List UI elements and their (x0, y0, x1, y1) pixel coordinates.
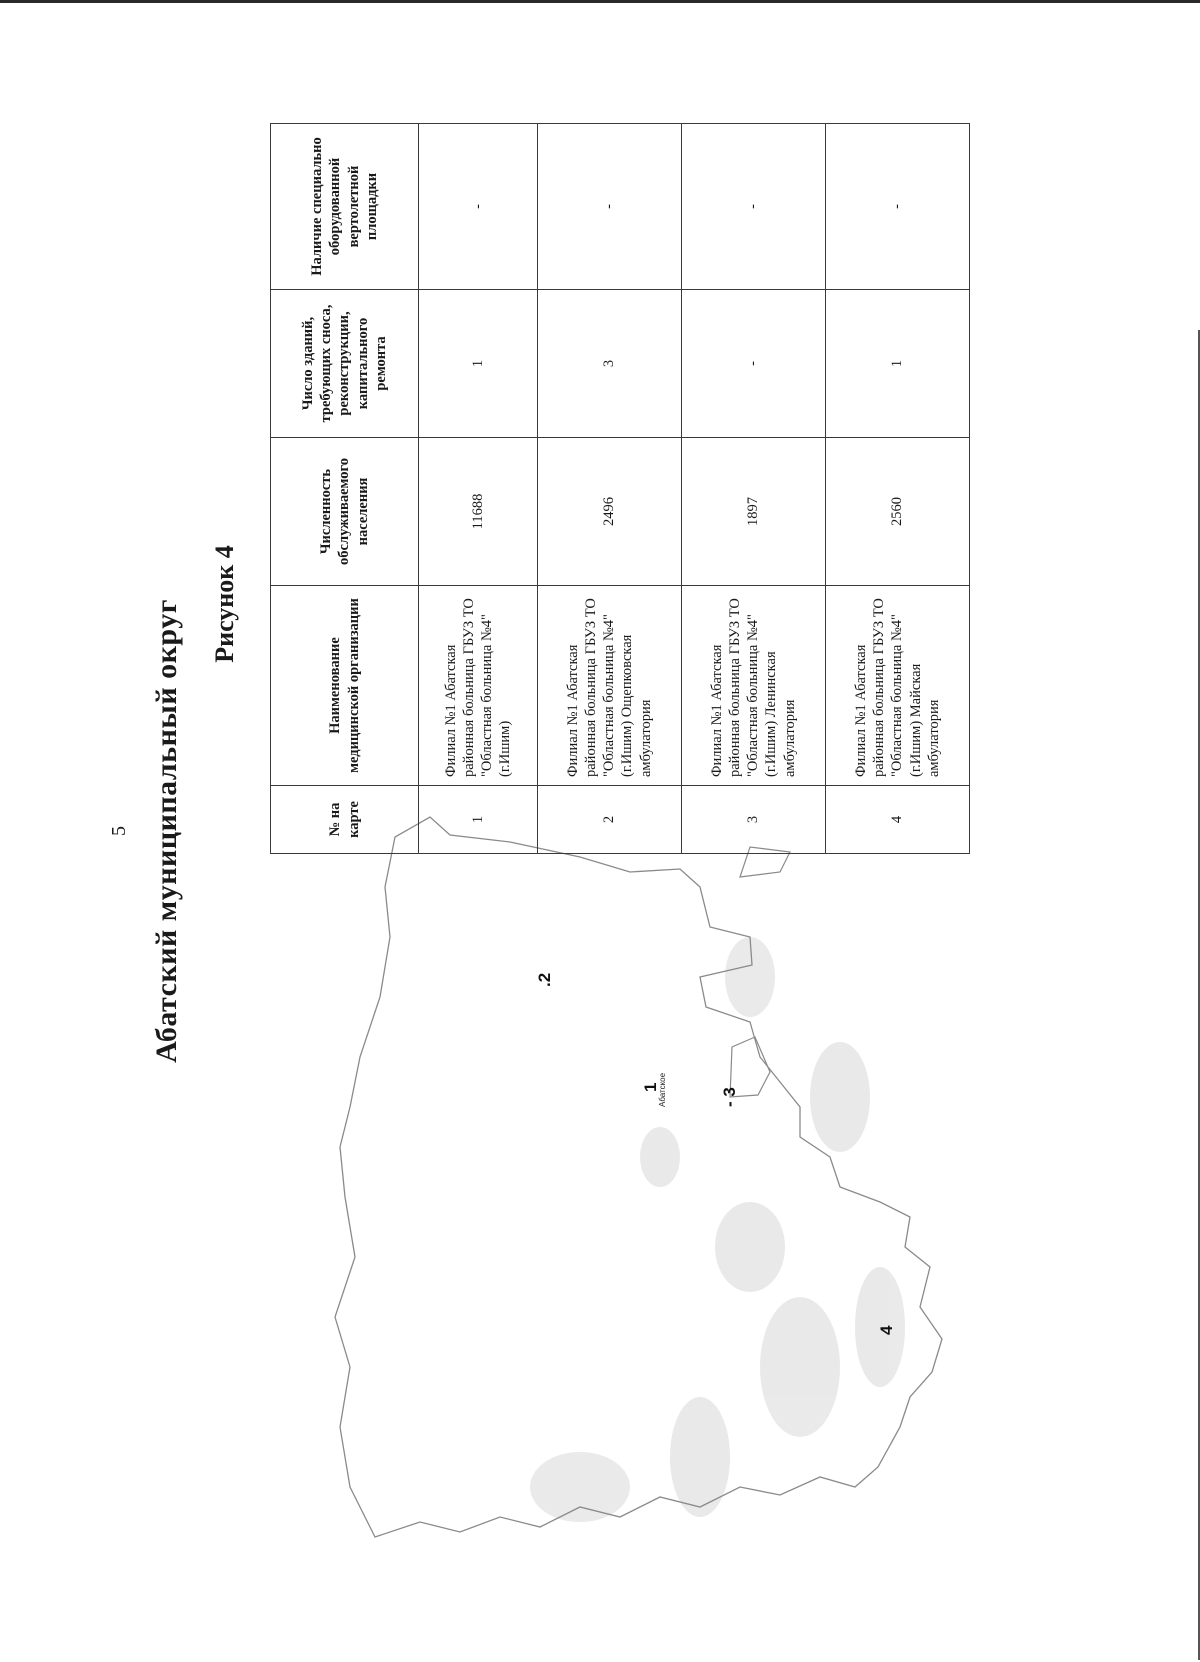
cell-population: 2496 (537, 438, 681, 586)
page-number: 5 (108, 826, 130, 836)
header-map-number: № на карте (271, 786, 419, 854)
cell-helipad: - (537, 124, 681, 290)
cell-buildings: 1 (419, 290, 538, 438)
map-marker-4: 4 (877, 1325, 896, 1335)
cell-population: 11688 (419, 438, 538, 586)
district-boundary (335, 817, 942, 1537)
page-title: Абатский муниципальный округ (150, 599, 183, 1063)
terrain-texture (530, 937, 905, 1522)
header-population: Численность обслуживаемого населения (271, 438, 419, 586)
table-row (681, 124, 825, 854)
cell-buildings: 3 (537, 290, 681, 438)
cell-buildings: 1 (825, 290, 969, 438)
cell-map-number: 3 (681, 786, 825, 854)
cell-buildings: - (681, 290, 825, 438)
cell-population: 2560 (825, 438, 969, 586)
header-buildings: Число зданий, требующих сноса, реконструкции, капитального ремонта (271, 290, 419, 438)
table-row (537, 124, 681, 854)
map-marker-1: 1 (641, 1082, 660, 1092)
cell-map-number: 2 (537, 786, 681, 854)
district-map-svg (280, 757, 960, 1577)
cell-org-name: Филиал №1 Абатская районная больница ГБУЗ ТО "Областная больница №4" (г.Ишим) Майская амбулатория (825, 586, 969, 786)
table-row (825, 124, 969, 854)
cell-helipad: - (681, 124, 825, 290)
organizations-table-wrapper (270, 124, 970, 854)
cell-map-number: 1 (419, 786, 538, 854)
district-map (280, 757, 960, 1577)
cell-population: 1897 (681, 438, 825, 586)
table-header-row (271, 124, 419, 854)
cell-helipad: - (825, 124, 969, 290)
map-marker-2: .2 (535, 972, 554, 987)
cell-org-name: Филиал №1 Абатская районная больница ГБУЗ ТО "Областная больница №4" (г.Ишим) Ощепковская амбулатория (537, 586, 681, 786)
figure-title: Рисунок 4 (210, 545, 239, 663)
cell-map-number: 4 (825, 786, 969, 854)
organizations-table (270, 123, 970, 854)
cell-helipad: - (419, 124, 538, 290)
map-marker-3: - 3 (720, 1087, 739, 1107)
table-row (419, 124, 538, 854)
cell-org-name: Филиал №1 Абатская районная больница ГБУЗ ТО "Областная больница №4" (г.Ишим) (419, 586, 538, 786)
header-helipad: Наличие специально оборудованной вертолетной площадки (271, 124, 419, 290)
town-label: Абатское (658, 1072, 667, 1107)
header-org-name: Наименование медицинской организации (271, 586, 419, 786)
cell-org-name: Филиал №1 Абатская районная больница ГБУЗ ТО "Областная больница №4" (г.Ишим) Ленинская амбулатория (681, 586, 825, 786)
